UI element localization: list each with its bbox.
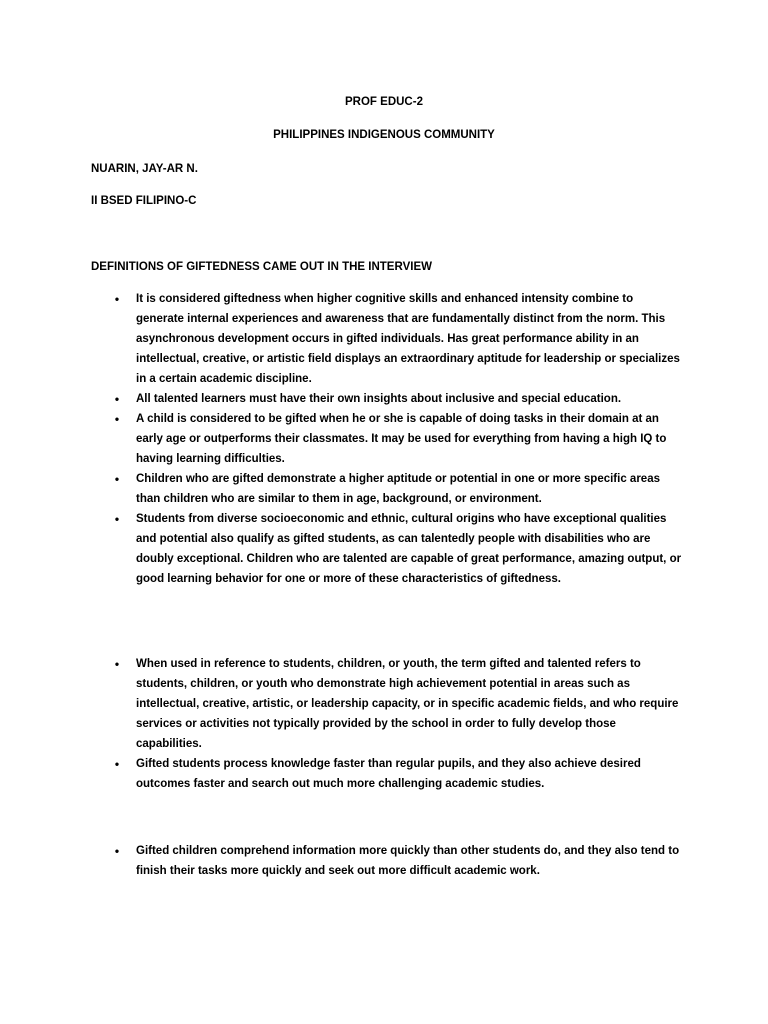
bullet-icon: • <box>114 472 120 486</box>
list-item: • A child is considered to be gifted when he or she is capable of doing tasks in their domain at an early age or outperforms their classmates. It may be used for everything from having a high IQ to having learning difficulties. <box>91 409 683 469</box>
course-heading: PROF EDUC-2 <box>345 96 423 108</box>
list-item: • Gifted children comprehend information more quickly than other students do, and they also tend to finish their tasks more quickly and seek out more difficult academic work. <box>91 841 683 881</box>
list-item: • It is considered giftedness when higher cognitive skills and enhanced intensity combine to generate internal experiences and awareness that are fundamentally distinct from the norm. This asynchronous development occurs in gifted individuals. Has great performance ability in an intellectual, creative, or artistic field displays an extraordinary aptitude for leadership or specializes in a certain academic discipline. <box>91 289 683 389</box>
student-section: II BSED FILIPINO-C <box>91 195 197 207</box>
list-item: • All talented learners must have their own insights about inclusive and special education. <box>91 389 683 409</box>
bullet-list-3 <box>91 841 683 881</box>
list-item: • Gifted students process knowledge faster than regular pupils, and they also achieve desired outcomes faster and search out much more challenging academic studies. <box>91 754 683 794</box>
bullet-icon: • <box>114 512 120 526</box>
section-title: DEFINITIONS OF GIFTEDNESS CAME OUT IN THE INTERVIEW <box>91 261 432 273</box>
list-item: • Students from diverse socioeconomic and ethnic, cultural origins who have exceptional qualities and potential also qualify as gifted students, as can talentedly people with disabilities who are doubly exceptional. Children who are talented are capable of great performance, amazing output, or good learning behavior for one or more of these characteristics of giftedness. <box>91 509 683 589</box>
bullet-list-1 <box>91 289 683 589</box>
student-name: NUARIN, JAY-AR N. <box>91 163 198 175</box>
bullet-icon: • <box>114 292 120 306</box>
list-item: • Children who are gifted demonstrate a higher aptitude or potential in one or more specific areas than children who are similar to them in age, background, or environment. <box>91 469 683 509</box>
bullet-list-2 <box>91 654 683 794</box>
bullet-icon: • <box>114 412 120 426</box>
topic-heading: PHILIPPINES INDIGENOUS COMMUNITY <box>273 129 495 141</box>
bullet-icon: • <box>114 657 120 671</box>
bullet-icon: • <box>114 844 120 858</box>
bullet-icon: • <box>114 392 120 406</box>
bullet-icon: • <box>114 757 120 771</box>
list-item: • When used in reference to students, children, or youth, the term gifted and talented refers to students, children, or youth who demonstrate high achievement potential in areas such as intellectual, creative, artistic, or leadership capacity, or in specific academic fields, and who require services or activities not typically provided by the school in order to fully develop those capabilities. <box>91 654 683 754</box>
